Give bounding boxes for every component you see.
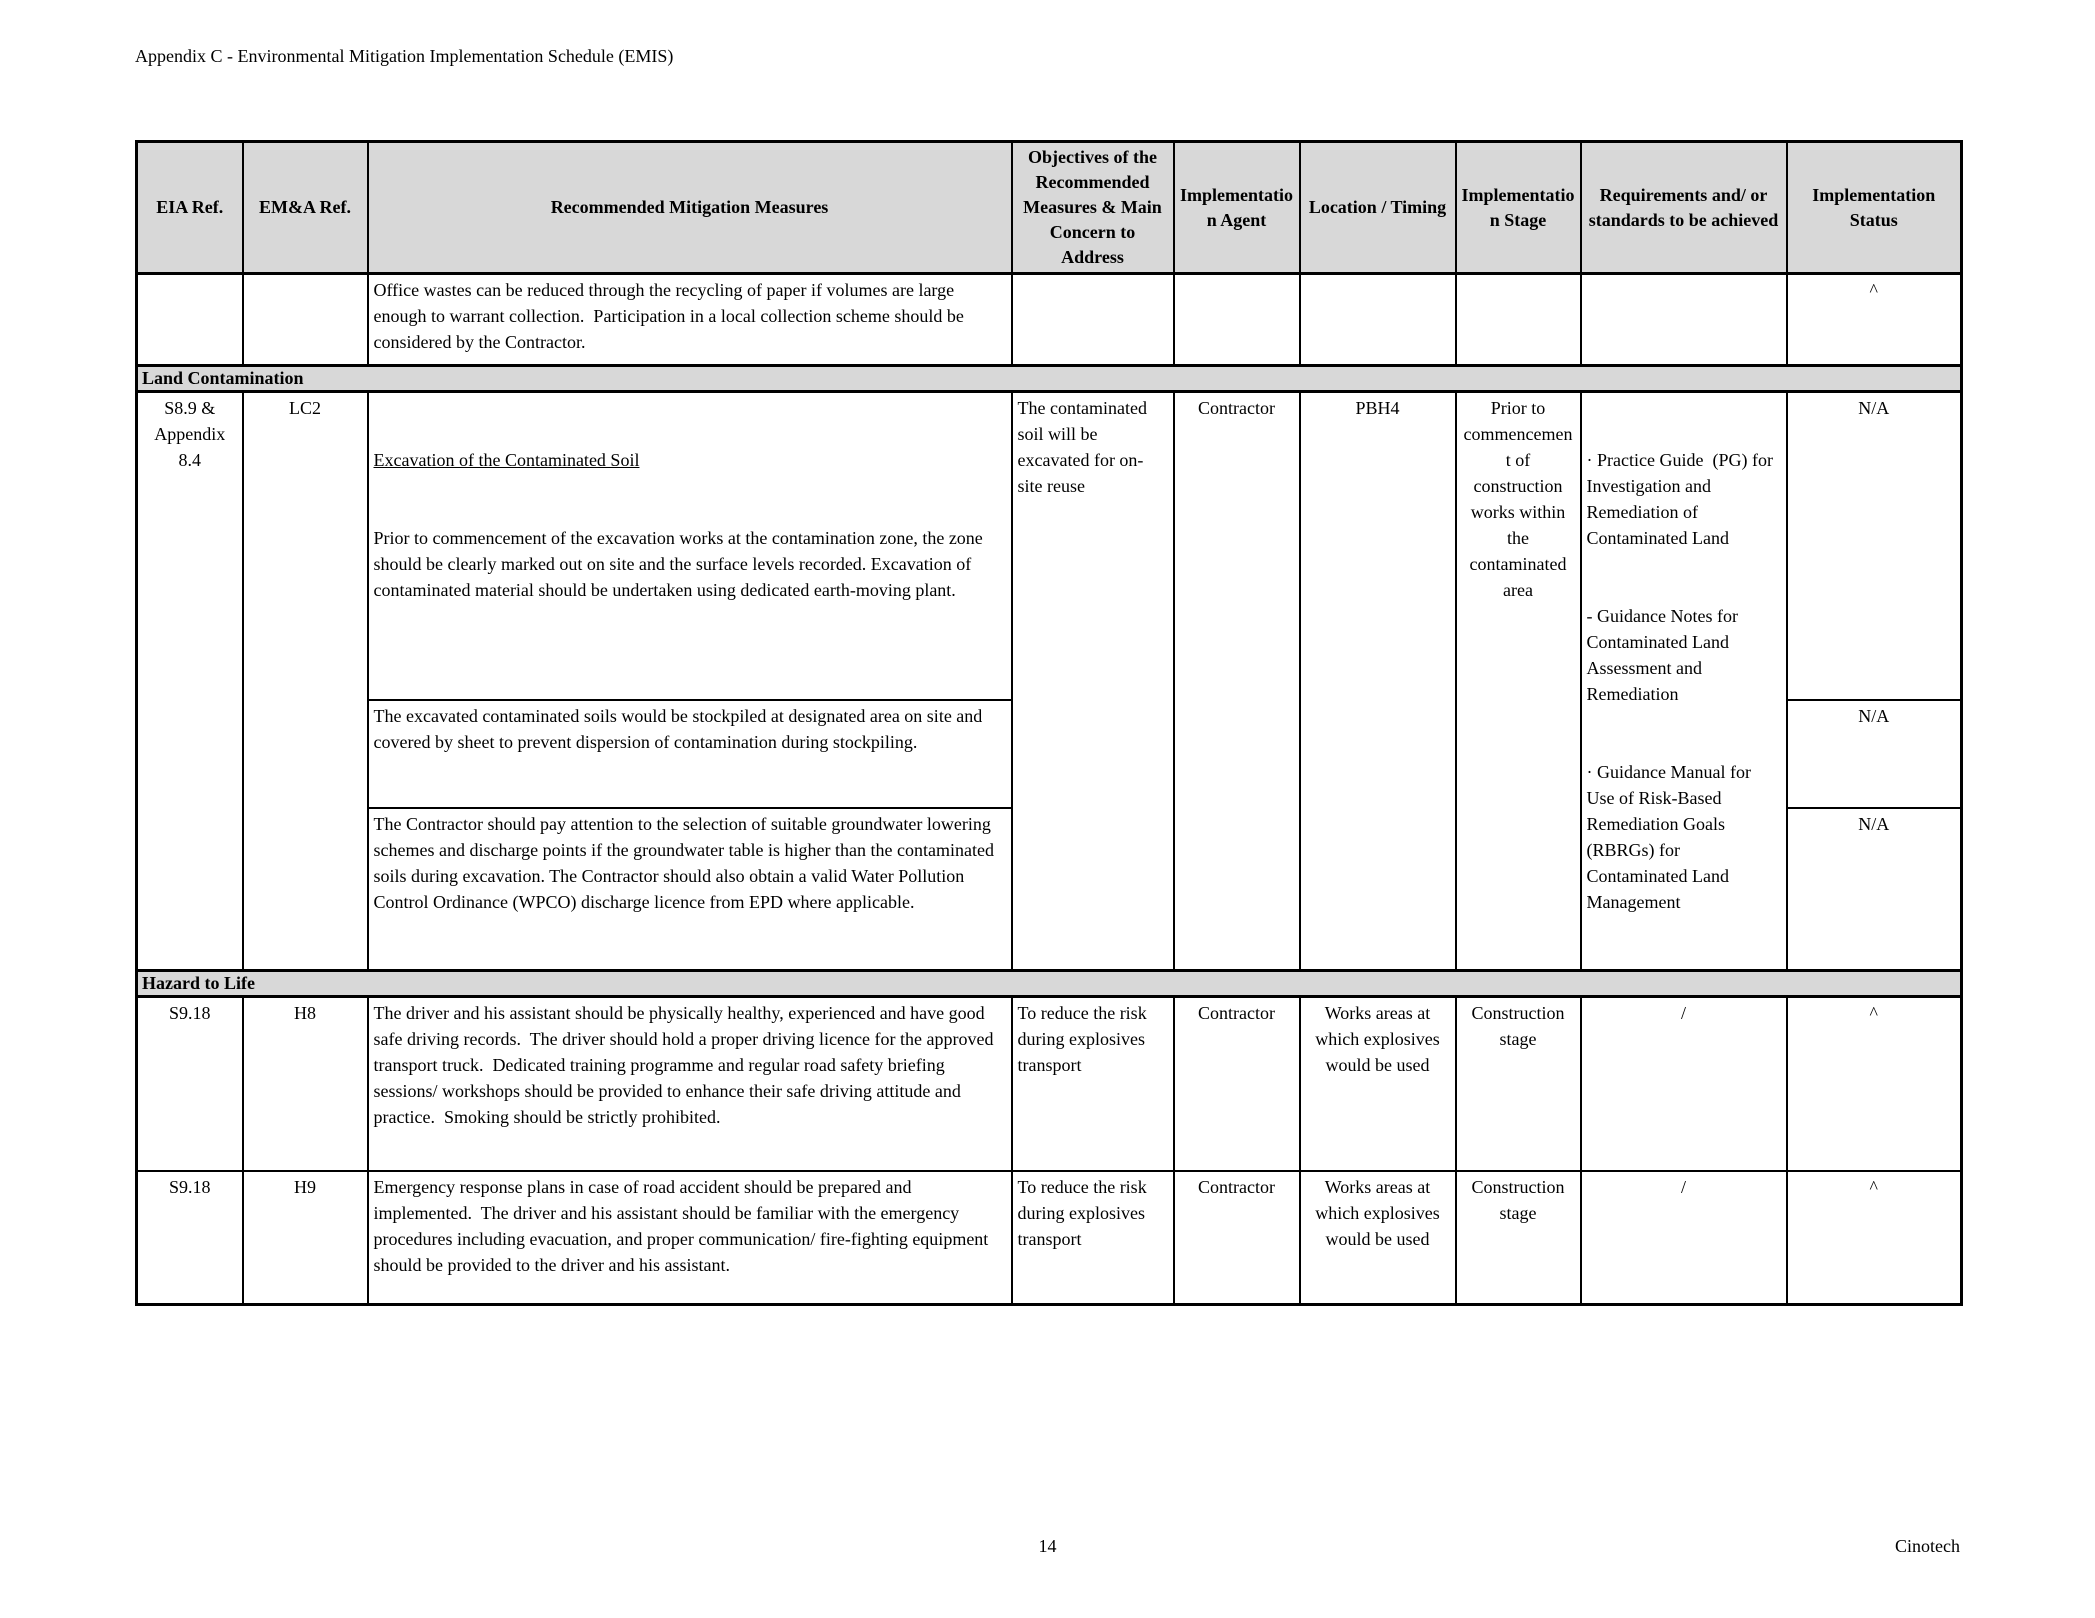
lc2-measure-text-1: Prior to commencement of the excavation works at the contamination zone, the zone should be clearly marked out on site and the surface levels recorded. Excavation of contaminated material should be undertaken using dedicated earth-moving plant. bbox=[373, 528, 988, 600]
lc2-objective-cell: The contaminated soil will be excavated for on-site reuse bbox=[1012, 392, 1174, 971]
section-row-land-contamination bbox=[137, 366, 1962, 392]
footer-organisation: Cinotech bbox=[1895, 1536, 1960, 1556]
h8-stage-cell: Construction stage bbox=[1456, 997, 1581, 1171]
lc2-requirement-item: · Practice Guide (PG) for Investigation and Remediation of Contaminated Land bbox=[1586, 450, 1778, 548]
h9-eia-cell: S9.18 bbox=[137, 1171, 243, 1305]
lc2-requirements-cell bbox=[1581, 392, 1787, 971]
lc2-location-cell: PBH4 bbox=[1300, 392, 1456, 971]
header-requirements: Requirements and/ or standards to be achieved bbox=[1581, 142, 1787, 274]
lc2-measure-title: Excavation of the Contaminated Soil bbox=[373, 450, 640, 470]
header-location: Location / Timing bbox=[1300, 142, 1456, 274]
section-row-hazard-to-life bbox=[137, 971, 1962, 997]
header-objectives: Objectives of the Recommended Measures & Main Concern to Address bbox=[1012, 142, 1174, 274]
lc2-status-cell-1: N/A bbox=[1787, 392, 1962, 701]
lc2-stage-cell: Prior to commencement of construction works within the contaminated area bbox=[1456, 392, 1581, 971]
header-stage: Implementation Stage bbox=[1456, 142, 1581, 274]
h8-location-cell: Works areas at which explosives would be used bbox=[1300, 997, 1456, 1171]
office-waste-agent-cell bbox=[1174, 274, 1300, 366]
header-agent: Implementation Agent bbox=[1174, 142, 1300, 274]
h9-status-cell: ^ bbox=[1787, 1171, 1962, 1305]
lc2-status-cell-3: N/A bbox=[1787, 808, 1962, 970]
document-title: Appendix C - Environmental Mitigation Implementation Schedule (EMIS) bbox=[135, 46, 674, 66]
h8-eia-cell: S9.18 bbox=[137, 997, 243, 1171]
office-waste-objective-cell bbox=[1012, 274, 1174, 366]
emis-table bbox=[135, 140, 1963, 1306]
section-label-land-contamination: Land Contamination bbox=[137, 366, 1962, 392]
header-status: Implementation Status bbox=[1787, 142, 1962, 274]
office-waste-measure-cell: Office wastes can be reduced through the recycling of paper if volumes are large enough to warrant collection. Participation in a local collection scheme should be considered by the Contractor. bbox=[368, 274, 1012, 366]
lc2-measure-cell-2: The excavated contaminated soils would be stockpiled at designated area on site and covered by sheet to prevent dispersion of contamination during stockpiling. bbox=[368, 700, 1012, 808]
lc2-eia-cell: S8.9 & Appendix 8.4 bbox=[137, 392, 243, 971]
h8-agent-cell: Contractor bbox=[1174, 997, 1300, 1171]
h9-measure-cell: Emergency response plans in case of road accident should be prepared and implemented. The driver and his assistant should be familiar with the emergency procedures including evacuation, and proper communication/ fire-fighting equipment should be provided to the driver and his assistant. bbox=[368, 1171, 1012, 1305]
h9-agent-cell: Contractor bbox=[1174, 1171, 1300, 1305]
h8-ema-cell: H8 bbox=[243, 997, 368, 1171]
lc2-measure-cell-1 bbox=[368, 392, 1012, 701]
h9-objective-cell: To reduce the risk during explosives transport bbox=[1012, 1171, 1174, 1305]
lc2-measure-cell-3: The Contractor should pay attention to the selection of suitable groundwater lowering schemes and discharge points if the groundwater table is higher than the contaminated soils during excavation. The Contractor should also obtain a valid Water Pollution Control Ordinance (WPCO) discharge licence from EPD where applicable. bbox=[368, 808, 1012, 970]
h9-ema-cell: H9 bbox=[243, 1171, 368, 1305]
office-waste-eia-cell bbox=[137, 274, 243, 366]
h9-row bbox=[137, 1171, 1962, 1305]
section-label-hazard-to-life: Hazard to Life bbox=[137, 971, 1962, 997]
page-number: 14 bbox=[1038, 1536, 1057, 1556]
office-waste-status-cell: ^ bbox=[1787, 274, 1962, 366]
h9-requirements-cell: / bbox=[1581, 1171, 1787, 1305]
lc2-row-1 bbox=[137, 392, 1962, 701]
office-waste-stage-cell bbox=[1456, 274, 1581, 366]
office-waste-row bbox=[137, 274, 1962, 366]
h9-stage-cell: Construction stage bbox=[1456, 1171, 1581, 1305]
h8-measure-cell: The driver and his assistant should be physically healthy, experienced and have good safe driving records. The driver should hold a proper driving licence for the approved transport truck. Dedicated training programme and regular road safety briefing sessions/ workshops should be provided to enhance their safe driving attitude and practice. Smoking should be strictly prohibited. bbox=[368, 997, 1012, 1171]
h8-requirements-cell: / bbox=[1581, 997, 1787, 1171]
table-header-row bbox=[137, 142, 1962, 274]
lc2-requirement-item: - Guidance Notes for Contaminated Land Assessment and Remediation bbox=[1586, 606, 1743, 704]
lc2-status-cell-2: N/A bbox=[1787, 700, 1962, 808]
h8-objective-cell: To reduce the risk during explosives transport bbox=[1012, 997, 1174, 1171]
h9-location-cell: Works areas at which explosives would be used bbox=[1300, 1171, 1456, 1305]
header-measures: Recommended Mitigation Measures bbox=[368, 142, 1012, 274]
lc2-requirement-item: · Guidance Manual for Use of Risk-Based Remediation Goals (RBRGs) for Contaminated Land Management bbox=[1586, 762, 1756, 912]
office-waste-requirements-cell bbox=[1581, 274, 1787, 366]
office-waste-location-cell bbox=[1300, 274, 1456, 366]
h8-status-cell: ^ bbox=[1787, 997, 1962, 1171]
header-eia-ref: EIA Ref. bbox=[137, 142, 243, 274]
lc2-ema-cell: LC2 bbox=[243, 392, 368, 971]
h8-row bbox=[137, 997, 1962, 1171]
office-waste-ema-cell bbox=[243, 274, 368, 366]
header-ema-ref: EM&A Ref. bbox=[243, 142, 368, 274]
lc2-agent-cell: Contractor bbox=[1174, 392, 1300, 971]
